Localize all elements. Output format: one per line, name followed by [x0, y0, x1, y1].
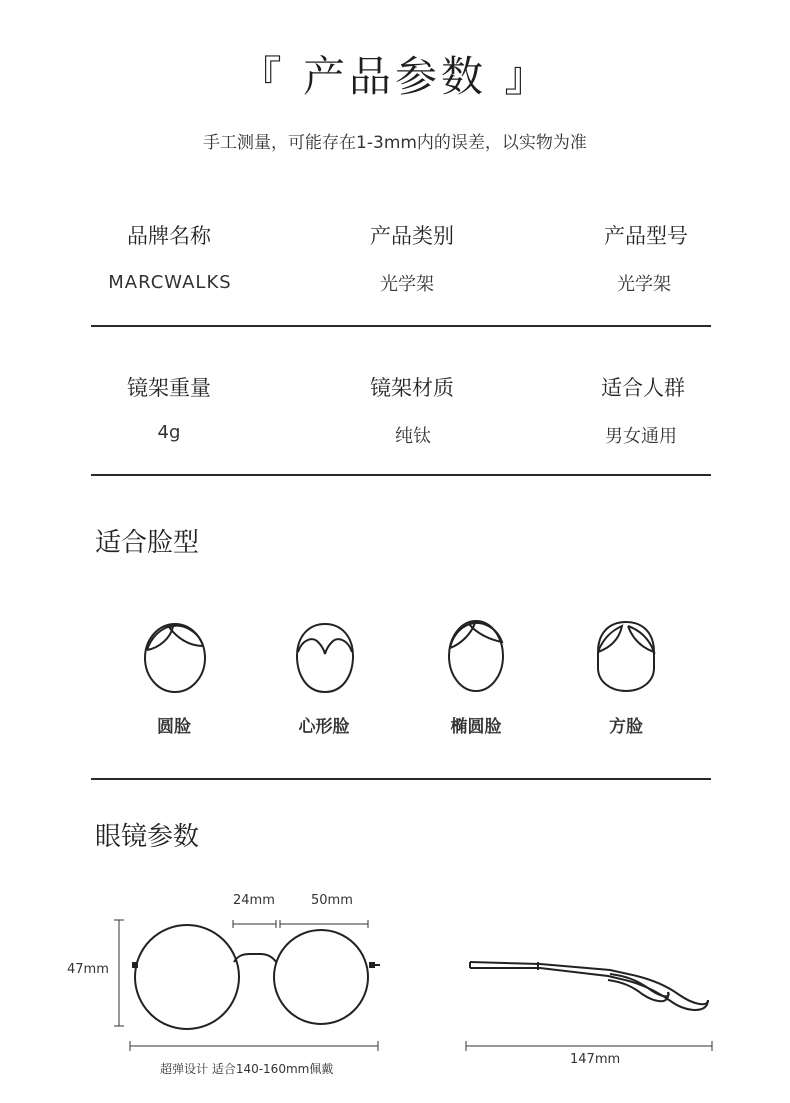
glasses-front-view: [110, 910, 390, 1060]
face-label-square: 方脸: [609, 717, 643, 737]
measurement-note: 手工测量，可能存在1-3mm内的误差，以实物为准: [203, 133, 587, 153]
spec-value-category: 光学架: [380, 274, 434, 295]
divider: [91, 474, 711, 476]
spec-value-material: 纯钛: [395, 426, 431, 447]
oval-face-icon: [445, 618, 507, 694]
round-face-icon: [141, 618, 209, 694]
glasses-section-heading: 眼镜参数: [95, 822, 200, 852]
spec-label-audience: 适合人群: [601, 376, 685, 400]
page-title: 『 产品参数 』: [239, 52, 551, 101]
fit-note-label: 超弹设计 适合140-160mm佩戴: [160, 1062, 334, 1076]
spec-value-brand: MARCWALKS: [108, 272, 232, 293]
lens-width-label: 50mm: [311, 893, 353, 908]
face-label-round: 圆脸: [157, 717, 191, 737]
spec-label-material: 镜架材质: [370, 376, 454, 400]
face-label-heart: 心形脸: [298, 717, 350, 737]
face-section-heading: 适合脸型: [95, 528, 200, 558]
spec-label-brand: 品牌名称: [127, 224, 211, 248]
divider: [91, 325, 711, 327]
divider: [91, 778, 711, 780]
temple-length-label: 147mm: [570, 1052, 621, 1067]
glasses-side-view: [460, 950, 720, 1060]
face-label-oval: 椭圆脸: [450, 717, 502, 737]
spec-value-audience: 男女通用: [605, 426, 677, 447]
spec-label-weight: 镜架重量: [127, 376, 211, 400]
bridge-width-label: 24mm: [233, 893, 275, 908]
spec-label-model: 产品型号: [604, 224, 688, 248]
heart-face-icon: [294, 618, 356, 694]
lens-height-label: 47mm: [67, 962, 109, 977]
spec-label-category: 产品类别: [370, 224, 454, 248]
spec-value-weight: 4g: [157, 422, 181, 443]
square-face-icon: [595, 618, 657, 694]
spec-value-model: 光学架: [617, 274, 671, 295]
